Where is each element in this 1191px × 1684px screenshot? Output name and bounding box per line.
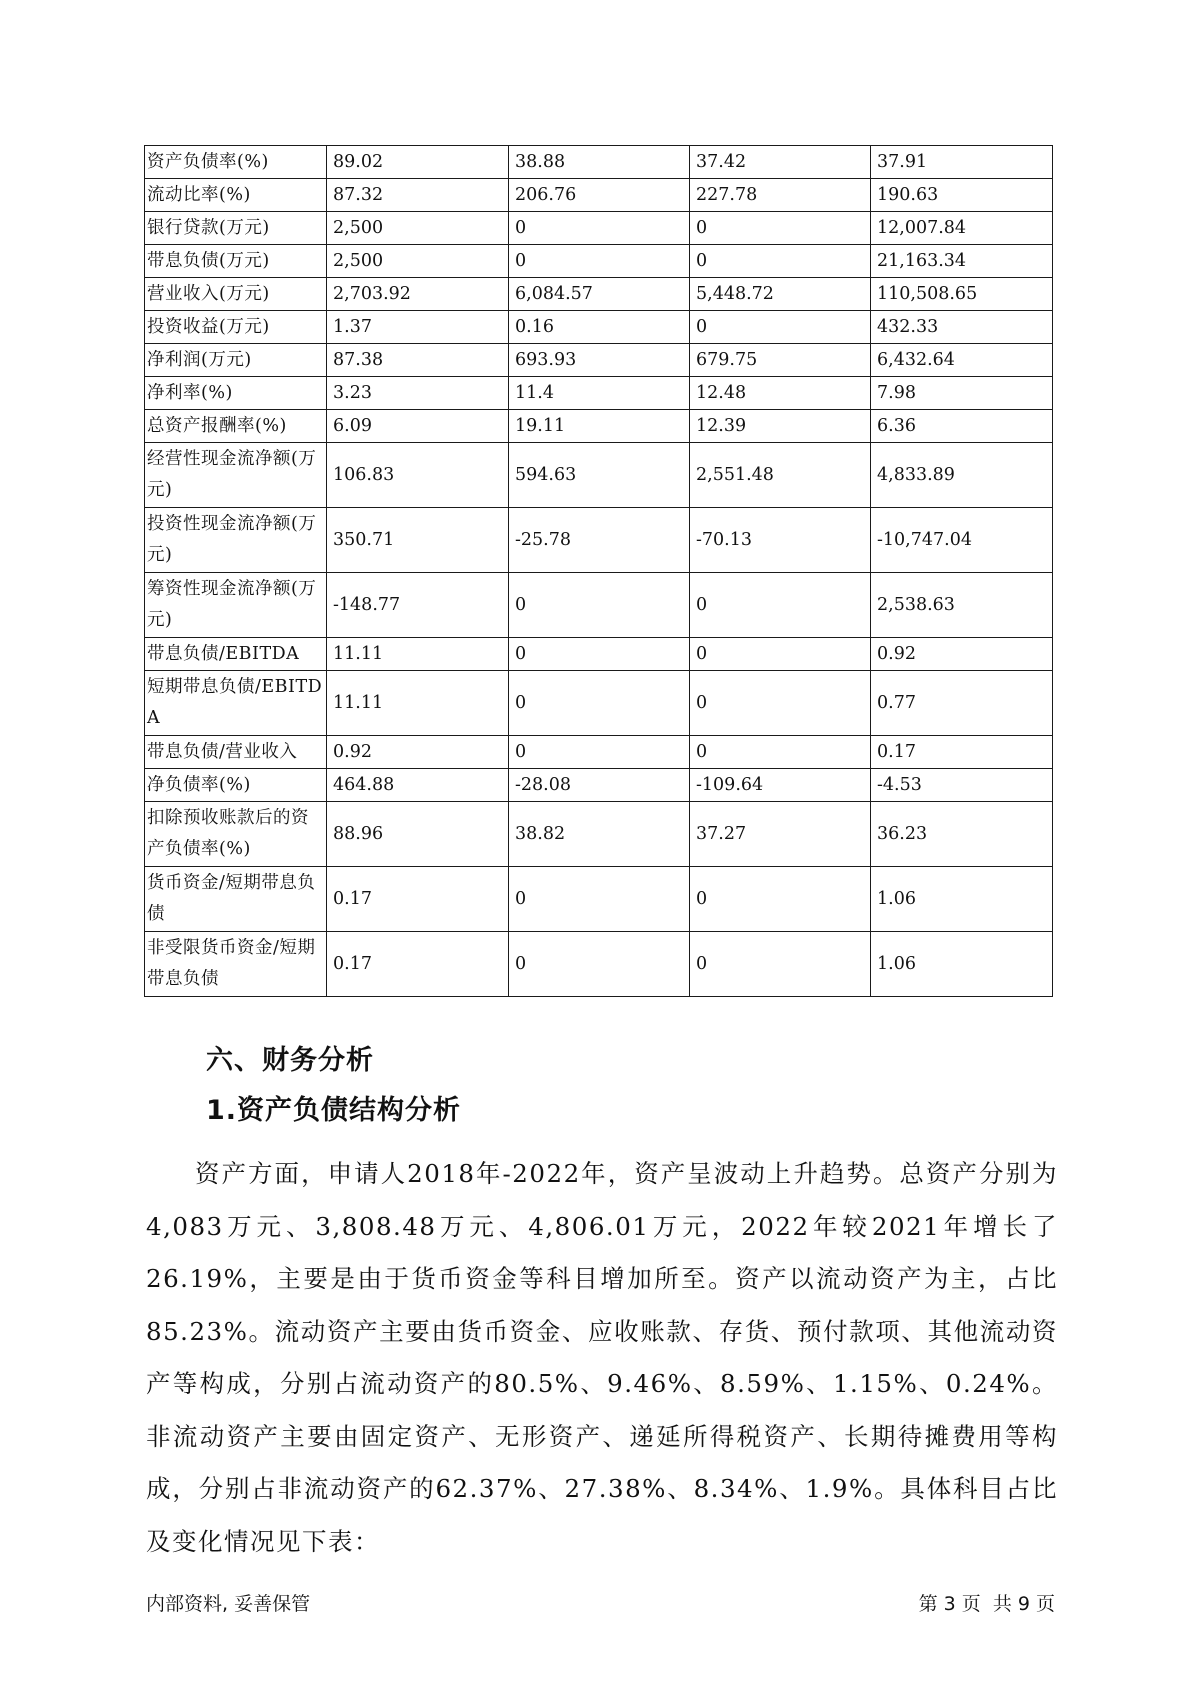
table-row <box>145 146 1053 179</box>
cell-value: 37.42 <box>690 146 871 179</box>
cell-value: 0.17 <box>871 736 1053 769</box>
cell-value: 2,551.48 <box>690 443 871 508</box>
cell-value: 11.4 <box>509 377 690 410</box>
cell-value: 432.33 <box>871 311 1053 344</box>
cell-value: 0 <box>690 671 871 736</box>
row-label: 筹资性现金流净额(万元) <box>145 573 327 638</box>
row-label: 净利润(万元) <box>145 344 327 377</box>
cell-value: 0.92 <box>871 638 1053 671</box>
table-row <box>145 802 1053 867</box>
cell-value: 679.75 <box>690 344 871 377</box>
cell-value: 37.91 <box>871 146 1053 179</box>
cell-value: 12.39 <box>690 410 871 443</box>
cell-value: -4.53 <box>871 769 1053 802</box>
cell-value: 1.06 <box>871 932 1053 997</box>
table-row <box>145 377 1053 410</box>
cell-value: 0.92 <box>327 736 509 769</box>
section-heading: 六、财务分析 <box>206 1045 374 1076</box>
financial-indicators-table <box>144 145 1053 997</box>
cell-value: 6,084.57 <box>509 278 690 311</box>
table-row <box>145 443 1053 508</box>
table-row <box>145 932 1053 997</box>
cell-value: 594.63 <box>509 443 690 508</box>
row-label: 营业收入(万元) <box>145 278 327 311</box>
cell-value: 0 <box>509 212 690 245</box>
cell-value: 12,007.84 <box>871 212 1053 245</box>
cell-value: -25.78 <box>509 508 690 573</box>
cell-value: 11.11 <box>327 638 509 671</box>
row-label: 短期带息负债/EBITDA <box>145 671 327 736</box>
cell-value: 0 <box>690 573 871 638</box>
cell-value: 0 <box>509 245 690 278</box>
cell-value: 21,163.34 <box>871 245 1053 278</box>
cell-value: 464.88 <box>327 769 509 802</box>
row-label: 流动比率(%) <box>145 179 327 212</box>
cell-value: 0 <box>509 671 690 736</box>
cell-value: 6.36 <box>871 410 1053 443</box>
cell-value: -28.08 <box>509 769 690 802</box>
cell-value: 36.23 <box>871 802 1053 867</box>
table-row <box>145 671 1053 736</box>
row-label: 投资收益(万元) <box>145 311 327 344</box>
cell-value: 0 <box>509 736 690 769</box>
table-row <box>145 736 1053 769</box>
cell-value: 38.82 <box>509 802 690 867</box>
cell-value: 0 <box>509 638 690 671</box>
cell-value: 12.48 <box>690 377 871 410</box>
row-label: 非受限货币资金/短期带息负债 <box>145 932 327 997</box>
row-label: 资产负债率(%) <box>145 146 327 179</box>
table-row <box>145 212 1053 245</box>
cell-value: 2,703.92 <box>327 278 509 311</box>
table-row <box>145 311 1053 344</box>
cell-value: 5,448.72 <box>690 278 871 311</box>
table-row <box>145 410 1053 443</box>
cell-value: 87.38 <box>327 344 509 377</box>
cell-value: 38.88 <box>509 146 690 179</box>
cell-value: 2,500 <box>327 245 509 278</box>
cell-value: 0.17 <box>327 867 509 932</box>
row-label: 带息负债(万元) <box>145 245 327 278</box>
table-row <box>145 344 1053 377</box>
cell-value: 11.11 <box>327 671 509 736</box>
cell-value: -148.77 <box>327 573 509 638</box>
cell-value: 0 <box>509 932 690 997</box>
row-label: 经营性现金流净额(万元) <box>145 443 327 508</box>
cell-value: -109.64 <box>690 769 871 802</box>
cell-value: 106.83 <box>327 443 509 508</box>
cell-value: 87.32 <box>327 179 509 212</box>
row-label: 银行贷款(万元) <box>145 212 327 245</box>
cell-value: 0.77 <box>871 671 1053 736</box>
cell-value: 89.02 <box>327 146 509 179</box>
row-label: 总资产报酬率(%) <box>145 410 327 443</box>
cell-value: 350.71 <box>327 508 509 573</box>
cell-value: 37.27 <box>690 802 871 867</box>
cell-value: 110,508.65 <box>871 278 1053 311</box>
cell-value: -70.13 <box>690 508 871 573</box>
cell-value: 206.76 <box>509 179 690 212</box>
cell-value: 0 <box>690 736 871 769</box>
table-row <box>145 638 1053 671</box>
row-label: 投资性现金流净额(万元) <box>145 508 327 573</box>
row-label: 净利率(%) <box>145 377 327 410</box>
row-label: 扣除预收账款后的资产负债率(%) <box>145 802 327 867</box>
table-row <box>145 573 1053 638</box>
cell-value: 1.06 <box>871 867 1053 932</box>
cell-value: 0.17 <box>327 932 509 997</box>
row-label: 货币资金/短期带息负债 <box>145 867 327 932</box>
footer-confidential-note: 内部资料, 妥善保管 <box>146 1593 311 1615</box>
table-row <box>145 508 1053 573</box>
cell-value: -10,747.04 <box>871 508 1053 573</box>
cell-value: 7.98 <box>871 377 1053 410</box>
cell-value: 0 <box>690 311 871 344</box>
table-row <box>145 867 1053 932</box>
table-row <box>145 245 1053 278</box>
table-row <box>145 278 1053 311</box>
cell-value: 0.16 <box>509 311 690 344</box>
cell-value: 2,500 <box>327 212 509 245</box>
table-row <box>145 179 1053 212</box>
cell-value: 0 <box>509 867 690 932</box>
footer-page-number: 第 3 页 共 9 页 <box>918 1593 1055 1615</box>
row-label: 净负债率(%) <box>145 769 327 802</box>
cell-value: 0 <box>509 573 690 638</box>
cell-value: 6,432.64 <box>871 344 1053 377</box>
cell-value: 2,538.63 <box>871 573 1053 638</box>
row-label: 带息负债/EBITDA <box>145 638 327 671</box>
cell-value: 693.93 <box>509 344 690 377</box>
row-label: 带息负债/营业收入 <box>145 736 327 769</box>
cell-value: 3.23 <box>327 377 509 410</box>
cell-value: 0 <box>690 212 871 245</box>
cell-value: 88.96 <box>327 802 509 867</box>
cell-value: 227.78 <box>690 179 871 212</box>
cell-value: 4,833.89 <box>871 443 1053 508</box>
cell-value: 0 <box>690 638 871 671</box>
subsection-heading: 1.资产负债结构分析 <box>206 1095 462 1126</box>
table-row <box>145 769 1053 802</box>
cell-value: 0 <box>690 932 871 997</box>
cell-value: 1.37 <box>327 311 509 344</box>
cell-value: 190.63 <box>871 179 1053 212</box>
cell-value: 0 <box>690 867 871 932</box>
cell-value: 19.11 <box>509 410 690 443</box>
cell-value: 6.09 <box>327 410 509 443</box>
cell-value: 0 <box>690 245 871 278</box>
analysis-paragraph: 资产方面，申请人2018年-2022年，资产呈波动上升趋势。总资产分别为4,083万元、3,808.48万元、4,806.01万元，2022年较2021年增长了26.19%，主要是由于货币资金等科目增加所至。资产以流动资产为主，占比85.23%。流动资产主要由货币资金、应收账款、存货、预付款项、其他流动资产等构成，分别占流动资产的80.5%、9.46%、8.59%、1.15%、0.24%。非流动资产主要由固定资产、无形资产、递延所得税资产、长期待摊费用等构成，分别占非流动资产的62.37%、27.38%、8.34%、1.9%。具体科目占比及变化情况见下表： <box>146 1159 1058 1556</box>
